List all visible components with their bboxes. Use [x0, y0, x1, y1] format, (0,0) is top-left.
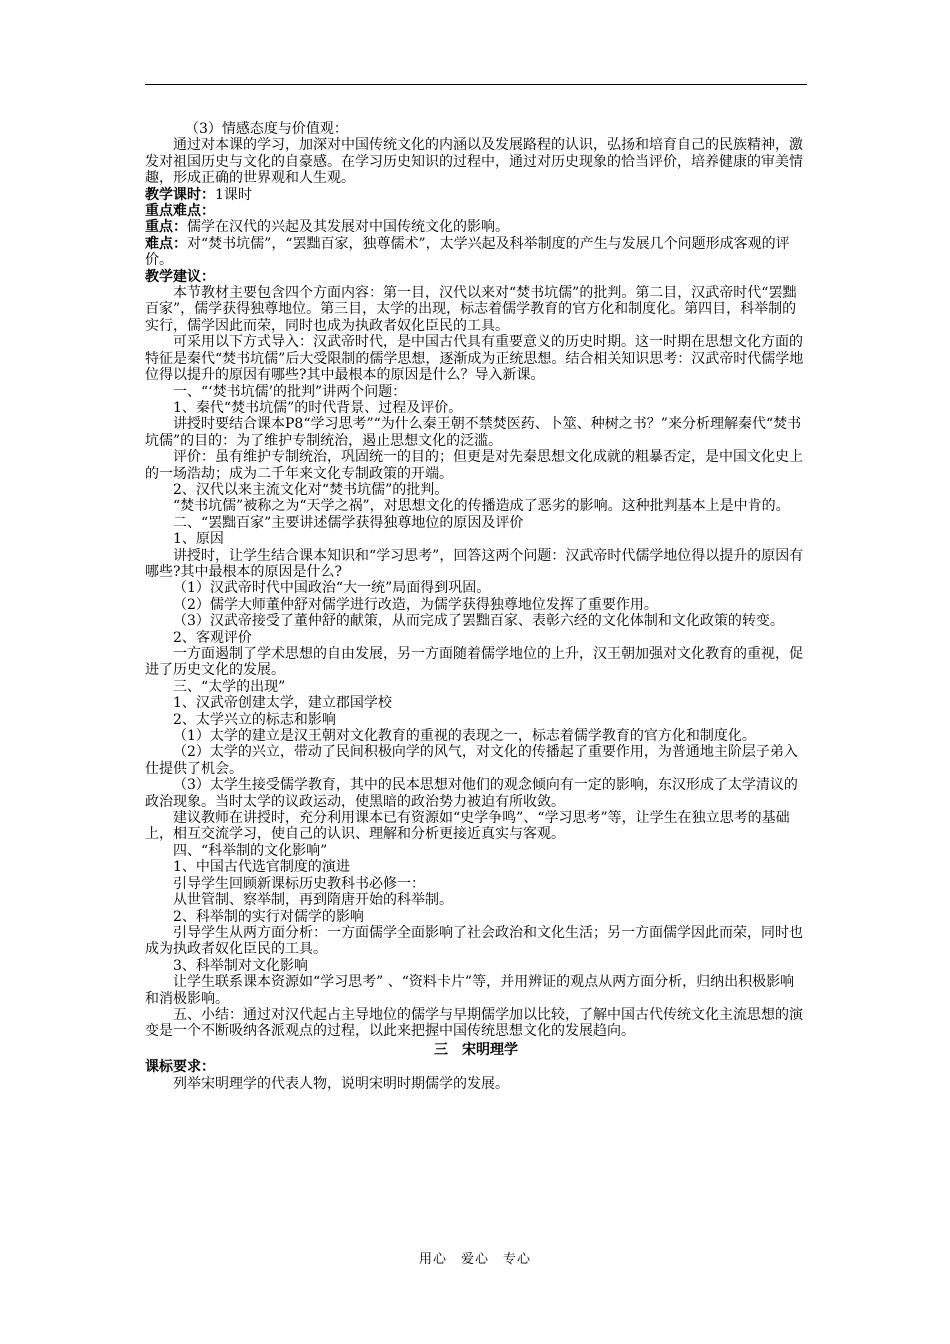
paragraph: 五、小结：通过对汉代起占主导地位的儒学与早期儒学加以比较，了解中国古代传统文化主流思想的演变是一个不断吸纳各派观点的过程，以此来把握中国传统思想文化的发展趋向。	[145, 1006, 803, 1040]
line-text: 对“焚书坑儒”，“罢黜百家，独尊儒术”，太学兴起及科举制度的产生与发展几个问题形成客观的评价。	[145, 235, 790, 269]
paragraph: 讲授时要结合课本P8“学习思考”“为什么秦王朝不禁焚医药、卜筮、种树之书？”来分析理解秦代“焚书坑儒”的目的：为了维护专制统治，遏止思想文化的泛滥。	[145, 416, 802, 449]
labeled-line	[145, 203, 807, 219]
line-label: 重点：	[145, 219, 187, 236]
paragraph: 引导学生从两方面分析：一方面儒学全面影响了社会政治和文化生活；另一方面儒学因此而荣，同时也成为执政者奴化臣民的工具。	[145, 924, 803, 958]
paragraph: 一、“‘焚书坑儒’的批判”讲两个问题：	[173, 383, 407, 400]
paragraph: （3）太学生接受儒学教育，其中的民本思想对他们的观念倾向有一定的影响，东汉形成了太学清议的政治现象。当时太学的议政运动，使黑暗的政治势力被迫有所收敛。	[145, 777, 798, 810]
labeled-line	[145, 219, 807, 235]
paragraph: 列举宋明理学的代表人物，说明宋明时期儒学的发展。	[173, 1075, 509, 1092]
labeled-line	[145, 269, 807, 285]
paragraph: 本节教材主要包含四个方面内容：第一目，汉代以来对“焚书坑儒”的批判。第二目，汉武帝时代“罢黜百家”，儒学获得独尊地位。第三目，太学的出现，标志着儒学教育的官方化和制度化。第四目，科举制的实行，儒学因此而荣，同时也成为执政者奴化臣民的工具。	[145, 285, 797, 334]
paragraph: （2）儒学大师董仲舒对儒学进行改造，为儒学获得独尊地位发挥了重要作用。	[173, 596, 658, 613]
paragraph: 一方面遏制了学术思想的自由发展，另一方面随着儒学地位的上升，汉王朝加强对文化教育的重视，促进了历史文化的发展。	[145, 646, 803, 679]
paragraph: 3、科举制对文化影响	[173, 957, 308, 974]
document-body	[145, 121, 807, 1092]
paragraph: 引导学生回顾新课标历史教科书必修一：	[173, 875, 425, 892]
paragraph: （1）太学的建立是汉王朝对文化教育的重视的表现之一，标志着儒学教育的官方化和制度化。	[173, 728, 756, 745]
line-label: 课标要求：	[145, 1059, 215, 1076]
line-label: 难点：	[145, 235, 187, 252]
paragraph: 建议教师在讲授时，充分利用课本已有资源如“史学争鸣”、“学习思考”等，让学生在独立思考的基础上，相互交流学习，使自己的认识、理解和分析更接近真实与客观。	[145, 810, 790, 843]
paragraph: （1）汉武帝时代中国政治“大一统”局面得到巩固。	[173, 580, 491, 597]
line-text: 1课时	[215, 186, 252, 203]
paragraph: 2、客观评价	[173, 629, 252, 646]
paragraph: 1、原因	[173, 531, 224, 548]
paragraph: 1、中国古代选官制度的演进	[173, 859, 350, 876]
paragraph: 2、科举制的实行对儒学的影响	[173, 908, 364, 925]
paragraph: 通过对本课的学习，加深对中国传统文化的内涵以及发展路程的认识，弘扬和培育自己的民族精神，激发对祖国历史与文化的自豪感。在学习历史知识的过程中，通过对历史现象的恰当评价，培养健康的审美情趣，形成正确的世界观和人生观。	[145, 137, 803, 187]
paragraph: 三、“太学的出现”	[173, 678, 286, 695]
section-title: 三 宋明理学	[434, 1041, 518, 1058]
paragraph: 四、“科举制的文化影响”	[173, 842, 328, 859]
paragraph: 从世管制、察举制，再到隋唐开始的科举制。	[173, 892, 453, 909]
line-label: 教学建议：	[145, 268, 215, 285]
page-footer: 用心 爱心 专心	[418, 1252, 531, 1267]
paragraph: 可采用以下方式导入：汉武帝时代，是中国古代具有重要意义的历史时期。这一时期在思想文化方面的特征是秦代“焚书坑儒”后大受限制的儒学思想，逐渐成为正统思想。结合相关知识思考：汉武帝时代儒学地位得以提升的原因有哪些?其中最根本的原因是什么？导入新课。	[145, 334, 804, 384]
labeled-line	[145, 236, 807, 269]
line-label: 重点难点：	[145, 203, 215, 220]
paragraph: 讲授时，让学生结合课本知识和“学习思考”，回答这两个问题：汉武帝时代儒学地位得以提升的原因有哪些?其中最根本的原因是什么?	[145, 547, 804, 580]
paragraph: （3）情感态度与价值观：	[185, 121, 348, 137]
paragraph: 二、“罢黜百家”主要讲述儒学获得独尊地位的原因及评价	[173, 514, 524, 531]
paragraph: （2）太学的兴立，带动了民间积极向学的风气，对文化的传播起了重要作用，为普通地主阶层子弟入仕提供了机会。	[145, 744, 798, 777]
paragraph: “焚书坑儒”被称之为“天学之祸”，对思想文化的传播造成了恶劣的影响。这种批判基本上是中肯的。	[173, 498, 790, 515]
paragraph: 2、太学兴立的标志和影响	[173, 711, 336, 728]
labeled-line	[145, 187, 807, 203]
paragraph: （3）汉武帝接受了董仲舒的献策，从而完成了罢黜百家、表彰六经的文化体制和文化政策的转变。	[173, 613, 784, 630]
line-text: 儒学在汉代的兴起及其发展对中国传统文化的影响。	[187, 219, 509, 236]
paragraph: 2、汉代以来主流文化对“焚书坑儒”的批判。	[173, 481, 449, 498]
paragraph: 1、汉武帝创建太学，建立郡国学校	[173, 695, 392, 712]
paragraph: 1、秦代“焚书坑儒”的时代背景、过程及评价。	[173, 399, 463, 416]
labeled-line	[145, 1059, 807, 1075]
header-rule	[145, 84, 807, 85]
line-label: 教学课时：	[145, 186, 215, 203]
paragraph: 让学生联系课本资源如“学习思考” 、“资料卡片”等，并用辨证的观点从两方面分析，归纳出积极影响和消极影响。	[145, 974, 795, 1007]
paragraph: 评价：虽有维护专制统治，巩固统一的目的；但更是对先秦思想文化成就的粗暴否定，是中国文化史上的一场浩劫；成为二千年来文化专制政策的开端。	[145, 449, 803, 482]
